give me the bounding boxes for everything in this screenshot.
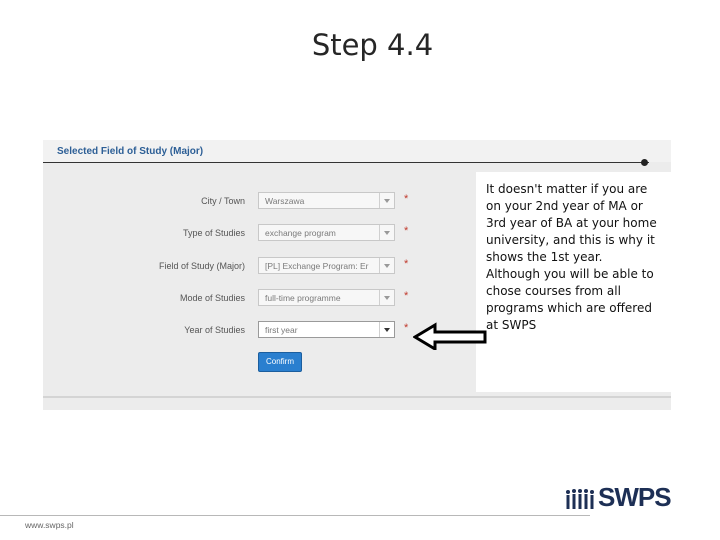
mode-of-studies-label: Mode of Studies	[179, 293, 245, 303]
mode-of-studies-select[interactable]	[258, 289, 395, 306]
people-logo-icon	[565, 488, 597, 510]
required-marker: *	[404, 225, 409, 237]
mode-of-studies-value: full-time programme	[265, 293, 341, 303]
chevron-down-icon[interactable]	[379, 322, 394, 337]
swps-logo	[565, 482, 671, 512]
header-divider	[43, 162, 649, 163]
year-of-studies-label: Year of Studies	[184, 325, 245, 335]
city-label: City / Town	[201, 196, 245, 206]
slide-title: Step 4.4	[311, 28, 434, 62]
required-marker: *	[404, 193, 409, 205]
chevron-down-icon[interactable]	[379, 258, 394, 273]
divider-dot	[641, 159, 648, 166]
footer-divider	[0, 515, 590, 516]
chevron-down-icon[interactable]	[379, 290, 394, 305]
explanation-note: It doesn't matter if you are on your 2nd year of MA or 3rd year of BA at your home university, and this is why it shows the 1st year. Although you will be able to chose courses from all programs which are offered at SWPS	[486, 182, 657, 332]
year-of-studies-value: first year	[265, 325, 298, 335]
chevron-down-icon[interactable]	[379, 225, 394, 240]
year-of-studies-select[interactable]	[258, 321, 395, 338]
logo-text: SWPS	[598, 482, 671, 512]
left-arrow-icon	[413, 320, 489, 350]
required-marker: *	[404, 322, 409, 334]
chevron-down-icon[interactable]	[379, 193, 394, 208]
field-of-study-value: [PL] Exchange Program: Er	[265, 261, 369, 271]
type-of-studies-label: Type of Studies	[182, 228, 245, 238]
section-title: Selected Field of Study (Major)	[57, 146, 204, 157]
city-select-value: Warszawa	[265, 196, 305, 206]
bottom-divider	[43, 396, 671, 398]
required-marker: *	[404, 290, 409, 302]
type-of-studies-select[interactable]	[258, 224, 395, 241]
confirm-button[interactable]: Confirm	[258, 352, 302, 372]
required-marker: *	[404, 258, 409, 270]
footer-url: www.swps.pl	[25, 520, 74, 530]
type-of-studies-value: exchange program	[265, 228, 336, 238]
field-of-study-select[interactable]	[258, 257, 395, 274]
city-select[interactable]	[258, 192, 395, 209]
field-of-study-label: Field of Study (Major)	[158, 261, 245, 271]
